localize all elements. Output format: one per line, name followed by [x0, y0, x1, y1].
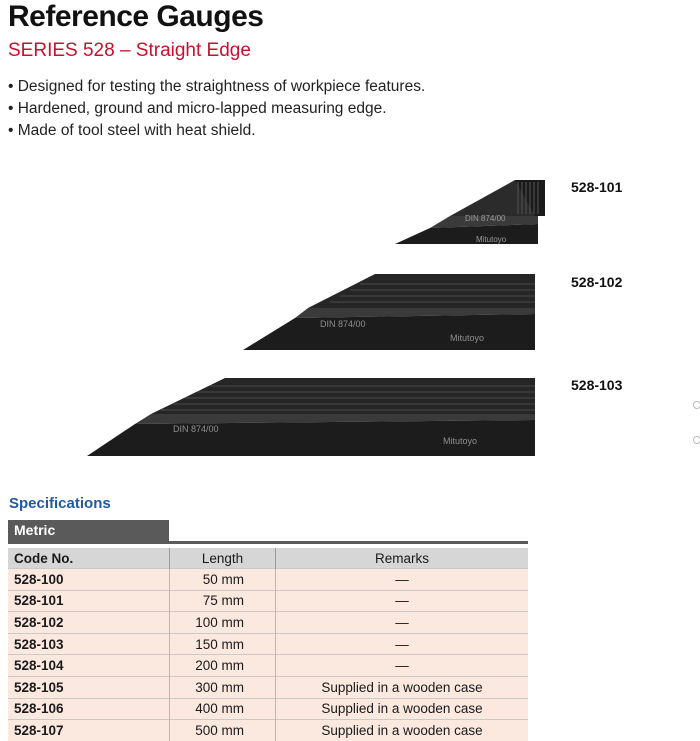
table-row — [8, 676, 528, 698]
brand-text: Mitutoyo — [443, 436, 478, 446]
code-cell: 528-101 — [8, 590, 170, 612]
length-cell: 150 mm — [170, 633, 276, 655]
remarks-cell: — — [276, 569, 529, 591]
table-row — [8, 698, 528, 720]
column-header-length: Length — [170, 548, 276, 569]
remarks-cell: — — [276, 633, 529, 655]
table-row — [8, 612, 528, 634]
remarks-cell: Supplied in a wooden case — [276, 720, 529, 741]
remarks-cell: — — [276, 612, 529, 634]
product-code-label: 528-101 — [571, 179, 623, 195]
code-cell: 528-104 — [8, 655, 170, 677]
straight-edge-image-528-101 — [390, 176, 550, 248]
edge-mark-icon — [693, 401, 700, 409]
length-cell: 100 mm — [170, 612, 276, 634]
engraving-text: DIN 874/00 — [320, 319, 366, 329]
metric-divider — [8, 541, 528, 544]
remarks-cell: Supplied in a wooden case — [276, 698, 529, 720]
engraving-text: DIN 874/00 — [465, 214, 506, 223]
edge-mark-icon — [693, 436, 700, 444]
product-code-label: 528-103 — [571, 377, 623, 393]
series-subtitle: SERIES 528 – Straight Edge — [8, 40, 251, 61]
specifications-heading: Specifications — [9, 495, 111, 512]
remarks-cell: — — [276, 655, 529, 677]
table-row — [8, 569, 528, 591]
code-cell: 528-107 — [8, 720, 170, 741]
remarks-cell: — — [276, 590, 529, 612]
code-cell: 528-105 — [8, 676, 170, 698]
brand-text: Mitutoyo — [476, 235, 507, 244]
column-header-remarks: Remarks — [276, 548, 529, 569]
specifications-table — [8, 548, 528, 741]
straight-edge-image-528-103 — [85, 374, 540, 460]
feature-item: • Designed for testing the straightness of workpiece features. — [8, 76, 425, 98]
column-header-code: Code No. — [8, 548, 170, 569]
feature-list — [8, 76, 425, 142]
code-cell: 528-103 — [8, 633, 170, 655]
length-cell: 300 mm — [170, 676, 276, 698]
engraving-text: DIN 874/00 — [173, 424, 219, 434]
table-header-row — [8, 548, 528, 569]
brand-text: Mitutoyo — [450, 333, 485, 343]
code-cell: 528-102 — [8, 612, 170, 634]
code-cell: 528-106 — [8, 698, 170, 720]
feature-item: • Hardened, ground and micro-lapped measuring edge. — [8, 98, 425, 120]
length-cell: 400 mm — [170, 698, 276, 720]
feature-item: • Made of tool steel with heat shield. — [8, 120, 425, 142]
page-title: Reference Gauges — [8, 0, 264, 33]
product-code-label: 528-102 — [571, 274, 623, 290]
length-cell: 50 mm — [170, 569, 276, 591]
table-row — [8, 633, 528, 655]
metric-tab: Metric — [8, 520, 169, 541]
code-cell: 528-100 — [8, 569, 170, 591]
table-row — [8, 720, 528, 741]
remarks-cell: Supplied in a wooden case — [276, 676, 529, 698]
table-row — [8, 590, 528, 612]
length-cell: 200 mm — [170, 655, 276, 677]
table-row — [8, 655, 528, 677]
length-cell: 500 mm — [170, 720, 276, 741]
straight-edge-image-528-102 — [240, 270, 540, 354]
length-cell: 75 mm — [170, 590, 276, 612]
